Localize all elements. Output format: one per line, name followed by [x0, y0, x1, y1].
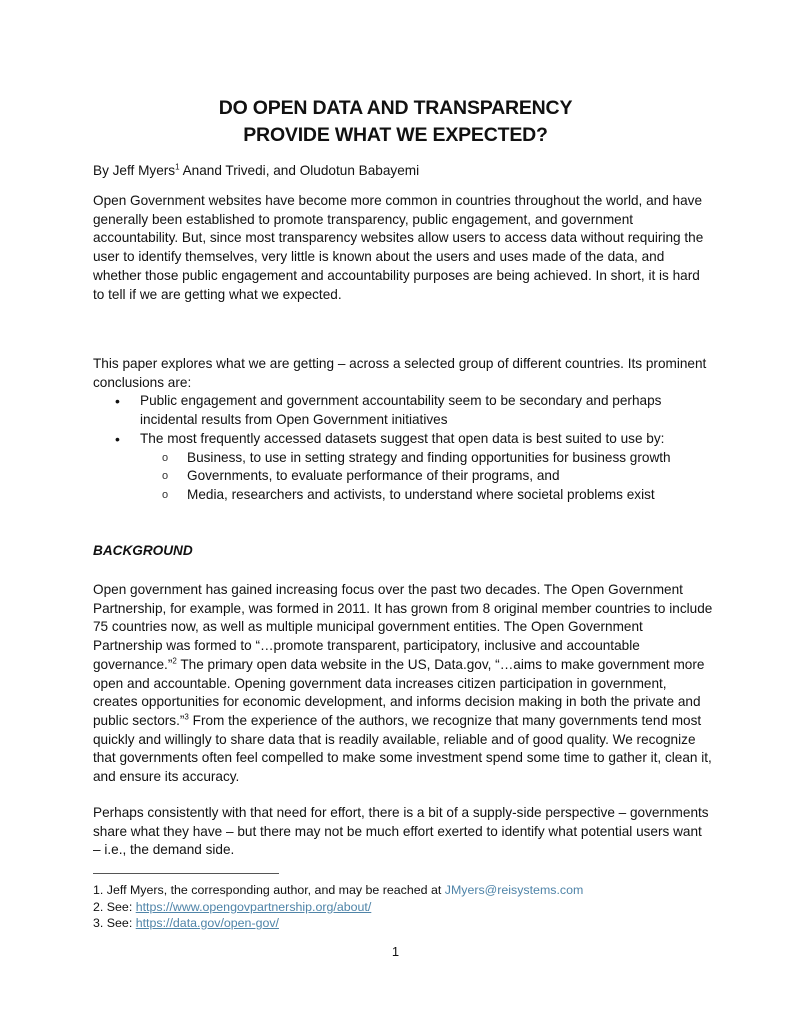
- conclusions-list: [93, 392, 713, 429]
- footnote-1: 1. Jeff Myers, the corresponding author, and may be reached at JMyers@reisystems.com: [93, 883, 584, 897]
- section-heading-background: BACKGROUND: [93, 543, 193, 558]
- conclusion-item-1: • Public engagement and government accountability seem to be secondary and perhaps incidental results from Open Government initiatives: [93, 392, 713, 429]
- footnote-ref-1[interactable]: 1: [175, 162, 180, 172]
- background-text-c: From the experience of the authors, we recognize that many governments tend most quickly and willingly to share data that is readily available, reliable and of good quality. We recognize that governments often feel compelled to make some investment spend some time to gather it, clean it, and ensure its accuracy.: [93, 712, 712, 785]
- byline-other-authors: Anand Trivedi, and Oludotun Babayemi: [179, 163, 420, 178]
- page-number: 1: [391, 944, 400, 959]
- sub-item-governments: o Governments, to evaluate performance of their programs, and: [140, 467, 713, 486]
- intro-paragraph-1: Open Government websites have become more common in countries throughout the world, and have generally been established to promote transparency, public engagement, and government accountability. But, since most transparency websites allow users to access data without requiring the user to identify themselves, very little is known about the users and uses made of the data, and whether those public engagement and accountability purposes are being achieved. In short, it is hard to tell if we are getting what we expected.: [93, 193, 704, 302]
- conclusion-item-2-text: The most frequently accessed datasets suggest that open data is best suited to use by:: [140, 431, 665, 446]
- footnote-ref-2[interactable]: 2: [172, 656, 177, 666]
- paper-title-line-1: DO OPEN DATA AND TRANSPARENCY: [218, 97, 573, 119]
- footnote-2: 2. See: https://www.opengovpartnership.org/about/: [93, 899, 372, 914]
- users-sublist: [140, 449, 713, 505]
- sub-item-media: o Media, researchers and activists, to understand where societal problems exist: [140, 486, 713, 505]
- footnote-3: 3. See: https://data.gov/open-gov/: [93, 916, 279, 930]
- paper-title-line-2: PROVIDE WHAT WE EXPECTED?: [243, 124, 548, 146]
- footnote-separator: [93, 873, 279, 874]
- byline: [93, 163, 419, 178]
- conclusions-list-2: [93, 430, 713, 505]
- opengovpartnership-link[interactable]: https://www.opengovpartnership.org/about/: [135, 899, 372, 914]
- background-paragraph-1: [93, 581, 713, 787]
- author-email-link[interactable]: JMyers@reisystems.com: [444, 883, 584, 897]
- intro-paragraph-2: This paper explores what we are getting – across a selected group of different countries. Its prominent conclusions are:: [93, 356, 707, 390]
- byline-first-author: By Jeff Myers: [93, 163, 176, 178]
- background-text-b: The primary open data website in the US, Data.gov, “…aims to make government more open and accountable. Opening government data increases citizen participation in government, creates opportunities for economic development, and informs decision making in both the private and public sectors.”: [93, 656, 705, 728]
- datagov-link[interactable]: https://data.gov/open-gov/: [135, 916, 279, 930]
- footnote-ref-3[interactable]: 3: [184, 712, 189, 722]
- background-paragraph-2: Perhaps consistently with that need for effort, there is a bit of a supply-side perspective – governments share what they have – but there may not be much effort exerted to identify what potential users want – i.e., the demand side.: [93, 805, 709, 858]
- conclusion-item-2: [93, 430, 713, 505]
- sub-item-business: o Business, to use in setting strategy and finding opportunities for business growth: [140, 449, 713, 468]
- background-text-a: Open government has gained increasing focus over the past two decades. The Open Government Partnership, for example, was formed in 2011. It has grown from 8 original member countries to include 75 countries now, as well as multiple municipal government entities. The Open Government Partnership was formed to “…promote transparent, participatory, inclusive and accountable governance.”: [93, 582, 713, 672]
- footnotes: [93, 882, 583, 932]
